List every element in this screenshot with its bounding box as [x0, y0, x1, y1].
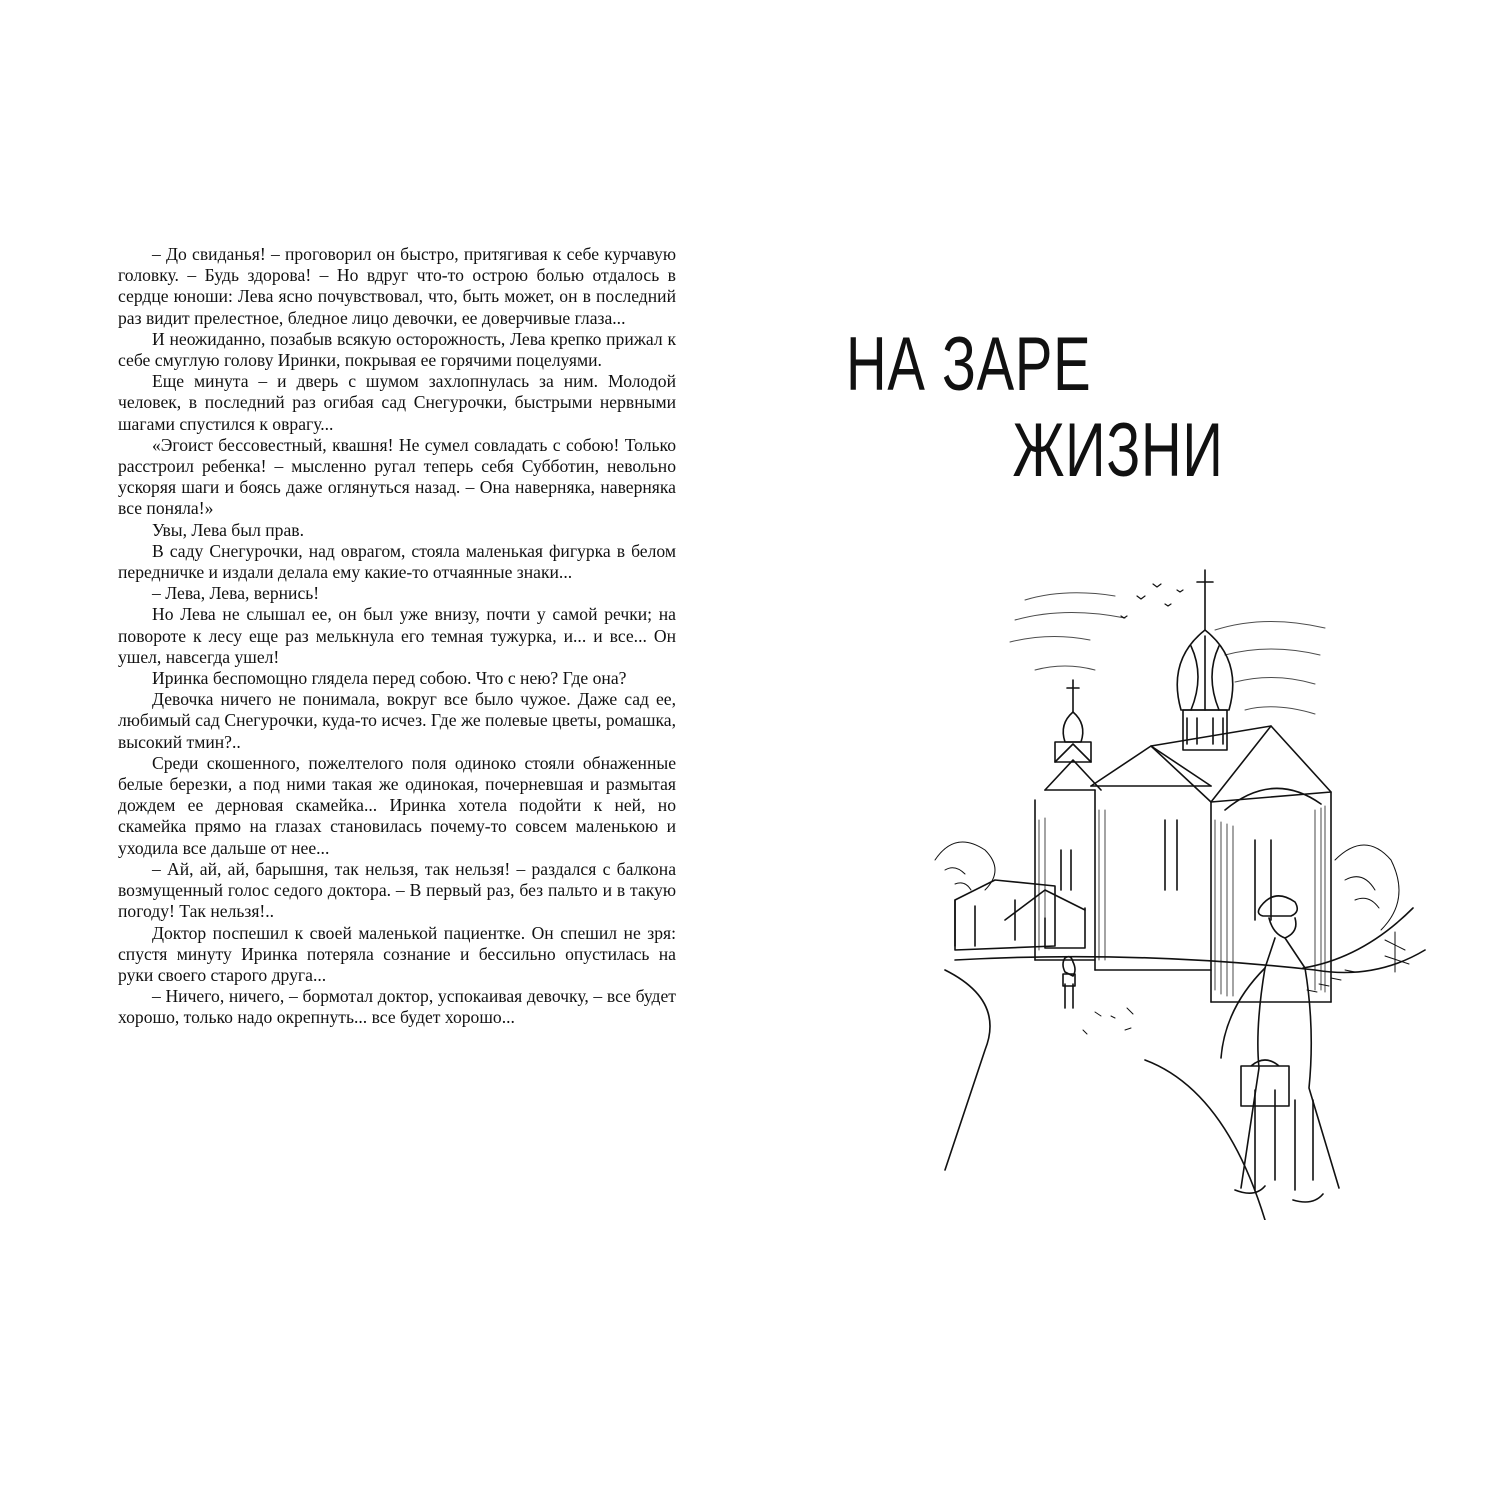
paragraph: – Ничего, ничего, – бормотал доктор, успокаивая девочку, – все будет хорошо, только надо окрепнуть... все будет хорошо... [118, 986, 676, 1028]
paragraph: И неожиданно, позабыв всякую осторожность, Лева крепко прижал к себе смуглую голову Иринки, покрывая ее горячими поцелуями. [118, 328, 676, 371]
paragraph: – Лева, Лева, вернись! [152, 583, 320, 604]
paragraph: – Ай, ай, ай, барышня, так нельзя, так нельзя! – раздался с балкона возмущенный голос седого доктора. – В первый раз, без пальто и в такую погоду! Так нельзя!.. [118, 858, 676, 922]
paragraph: В саду Снегурочки, над оврагом, стояла маленькая фигурка в белом передничке и издали делала ему какие-то отчаянные знаки... [118, 540, 676, 583]
paragraph: – До свиданья! – проговорил он быстро, притягивая к себе курчавую головку. – Будь здорова! – Но вдруг что-то острою болью отдалось в сердце юноши: Лева ясно почувствовал, что, быть может, он в последний раз видит прелестное, бледное лицо девочки, ее доверчивые глаза... [118, 244, 676, 328]
paragraph: Еще минута – и дверь с шумом захлопнулась за ним. Молодой человек, в последний раз огибая сад Снегурочки, быстрыми нервными шагами спустился к оврагу... [118, 371, 676, 434]
chapter-title-line-2: ЖИЗНИ [1012, 408, 1224, 493]
paragraph: Иринка беспомощно глядела перед собою. Что с нею? Где она? [152, 668, 627, 689]
left-page-text [118, 244, 676, 1029]
church-sketch-icon [915, 560, 1430, 1220]
paragraph: Девочка ничего не понимала, вокруг все было чужое. Даже сад ее, любимый сад Снегурочки, куда-то исчез. Где же полевые цветы, ромашка, высокий тмин?.. [118, 689, 676, 752]
paragraph: Среди скошенного, пожелтелого поля одиноко стояли обнаженные белые березки, а под ними такая же одинокая, почерневшая и размытая дождем ее дерновая скамейка... Иринка хотела подойти к ней, но скамейка прямо на глазах становилась почему-то совсем маленькою и уходила все дальше от нее... [118, 752, 676, 858]
chapter-title [846, 322, 1224, 494]
paragraph: Доктор поспешил к своей маленькой пациентке. Он спешил не зря: спустя минуту Иринка потеряла сознание и бессильно опустилась на руки своего старого друга... [118, 922, 676, 985]
chapter-title-line-1: НА ЗАРЕ [846, 322, 1092, 407]
paragraph: Увы, Лева был прав. [152, 519, 304, 540]
paragraph: «Эгоист бессовестный, квашня! Не сумел совладать с собою! Только расстроил ребенка! – мысленно ругал теперь себя Субботин, невольно ускоряя шаги и боясь даже оглянуться назад. – Она наверняка, наверняка все поняла!» [118, 434, 676, 519]
church-illustration [915, 560, 1430, 1220]
paragraph: Но Лева не слышал ее, он был уже внизу, почти у самой речки; на повороте к лесу еще раз мелькнула его темная тужурка, и... и все... Он ушел, навсегда ушел! [118, 604, 676, 667]
